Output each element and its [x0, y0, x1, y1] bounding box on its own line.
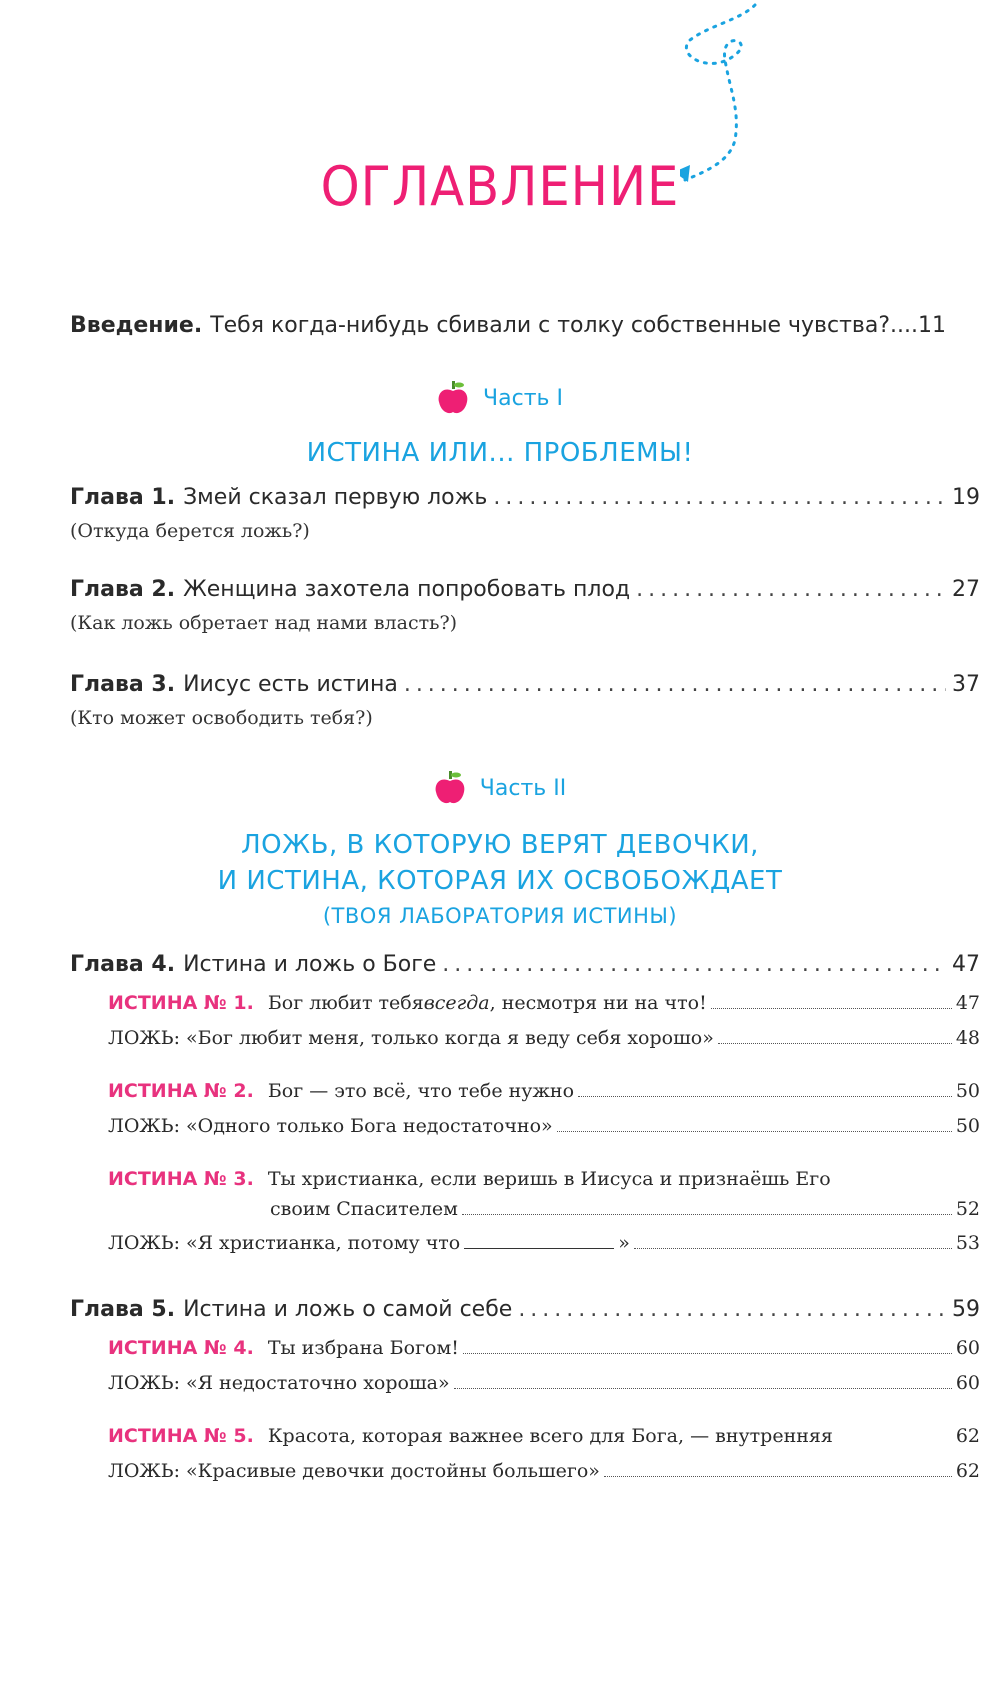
lie-5-entry[interactable] — [108, 1460, 980, 1482]
lie-text: ЛОЖЬ: «Одного только Бога недостаточно» — [108, 1115, 553, 1137]
page-number: 47 — [952, 952, 980, 977]
truth-text: , несмотря ни на что! — [489, 992, 707, 1014]
page-number: 62 — [955, 1460, 980, 1482]
chapter-title: Истина и ложь о самой себе — [183, 1297, 513, 1322]
truth-text: Бог — это всё, что тебе нужно — [267, 1080, 575, 1102]
chapter-label: Глава 1. — [70, 485, 176, 510]
page-number: 50 — [955, 1115, 980, 1137]
chapter-label: Глава 3. — [70, 672, 176, 697]
truth-tag: ИСТИНА № 4. — [108, 1337, 254, 1359]
intro-entry[interactable] — [70, 313, 980, 338]
leader-dots — [634, 1248, 952, 1249]
truth-text-emphasis: всегда — [423, 992, 490, 1014]
chapter-label: Глава 5. — [70, 1297, 176, 1322]
leader-dots — [604, 1476, 952, 1477]
lie-3-entry[interactable] — [108, 1232, 980, 1254]
apple-icon — [437, 380, 469, 416]
intro-label: Введение. — [70, 313, 203, 338]
page-number: 62 — [955, 1425, 980, 1447]
leader-dots — [454, 1388, 952, 1389]
lie-2-entry[interactable] — [108, 1115, 980, 1137]
truth-text: Ты избрана Богом! — [267, 1337, 459, 1359]
intro-text: Тебя когда-нибудь сбивали с толку собственные чувства?....11 — [210, 313, 947, 338]
chapter-2-subtitle: (Как ложь обретает над нами власть?) — [70, 612, 458, 634]
page-number: 50 — [955, 1080, 980, 1102]
truth-5-entry[interactable] — [108, 1425, 980, 1447]
lie-4-entry[interactable] — [108, 1372, 980, 1394]
truth-text: своим Спасителем — [270, 1198, 458, 1220]
leader-dots — [493, 485, 946, 510]
part1-title: ИСТИНА ИЛИ... ПРОБЛЕМЫ! — [306, 438, 694, 468]
chapter-title: Змей сказал первую ложь — [183, 485, 488, 510]
part2-header — [0, 770, 1000, 806]
page-number: 52 — [955, 1198, 980, 1220]
apple-icon — [434, 770, 466, 806]
lie-text: ЛОЖЬ: «Красивые девочки достойны большего» — [108, 1460, 600, 1482]
leader-dots — [711, 1008, 952, 1009]
page-number: 60 — [955, 1337, 980, 1359]
truth-3-entry[interactable] — [108, 1168, 980, 1190]
page-number: 19 — [952, 485, 980, 510]
leader-dots — [442, 952, 946, 977]
page-number: 27 — [952, 577, 980, 602]
truth-tag: ИСТИНА № 5. — [108, 1425, 254, 1447]
page-number: 37 — [952, 672, 980, 697]
truth-2-entry[interactable] — [108, 1080, 980, 1102]
part2-subtitle: (ТВОЯ ЛАБОРАТОРИЯ ИСТИНЫ) — [322, 904, 678, 928]
chapter-4-entry[interactable] — [70, 952, 980, 977]
chapter-label: Глава 2. — [70, 577, 176, 602]
truth-tag: ИСТИНА № 2. — [108, 1080, 254, 1102]
leader-dots — [462, 1214, 952, 1215]
lie-text: ЛОЖЬ: «Я недостаточно хороша» — [108, 1372, 450, 1394]
leader-dots — [404, 672, 946, 697]
truth-1-entry[interactable] — [108, 992, 980, 1014]
part1-label: Часть I — [483, 385, 563, 411]
page-number: 48 — [955, 1027, 980, 1049]
leader-dots — [463, 1353, 952, 1354]
leader-dots — [518, 1297, 946, 1322]
chapter-2-entry[interactable] — [70, 577, 980, 602]
chapter-title: Иисус есть истина — [183, 672, 398, 697]
page-title: ОГЛАВЛЕНИЕ — [320, 155, 680, 218]
chapter-3-entry[interactable] — [70, 672, 980, 697]
chapter-1-entry[interactable] — [70, 485, 980, 510]
truth-text: Бог любит тебя — [267, 992, 424, 1014]
truth-text: Красота, которая важнее всего для Бога, — внутренняя — [267, 1425, 833, 1447]
chapter-title: Женщина захотела попробовать плод — [183, 577, 631, 602]
part2-label: Часть II — [479, 775, 567, 801]
part1-header — [0, 380, 1000, 416]
leader-dots — [636, 577, 946, 602]
chapter-1-subtitle: (Откуда берется ложь?) — [70, 520, 310, 542]
truth-tag: ИСТИНА № 3. — [108, 1168, 254, 1190]
page-number: 53 — [955, 1232, 980, 1254]
part2-title-line1: ЛОЖЬ, В КОТОРУЮ ВЕРЯТ ДЕВОЧКИ, — [241, 830, 759, 860]
truth-tag: ИСТИНА № 1. — [108, 992, 254, 1014]
page-number: 59 — [952, 1297, 980, 1322]
part2-title-line2: И ИСТИНА, КОТОРАЯ ИХ ОСВОБОЖДАЕТ — [217, 866, 783, 896]
truth-text: Ты христианка, если веришь в Иисуса и признаёшь Его — [267, 1168, 831, 1190]
fill-in-blank — [464, 1248, 614, 1249]
leader-dots — [718, 1043, 952, 1044]
lie-text: ЛОЖЬ: «Я христианка, потому что — [108, 1232, 461, 1254]
leader-dots — [557, 1131, 952, 1132]
lie-text: » — [618, 1232, 630, 1254]
truth-4-entry[interactable] — [108, 1337, 980, 1359]
lie-text: ЛОЖЬ: «Бог любит меня, только когда я веду себя хорошо» — [108, 1027, 714, 1049]
chapter-label: Глава 4. — [70, 952, 176, 977]
chapter-3-subtitle: (Кто может освободить тебя?) — [70, 707, 373, 729]
truth-3-continuation[interactable] — [270, 1198, 980, 1220]
chapter-title: Истина и ложь о Боге — [183, 952, 437, 977]
leader-dots — [578, 1096, 952, 1097]
page-number: 60 — [955, 1372, 980, 1394]
page-number: 47 — [955, 992, 980, 1014]
chapter-5-entry[interactable] — [70, 1297, 980, 1322]
lie-1-entry[interactable] — [108, 1027, 980, 1049]
